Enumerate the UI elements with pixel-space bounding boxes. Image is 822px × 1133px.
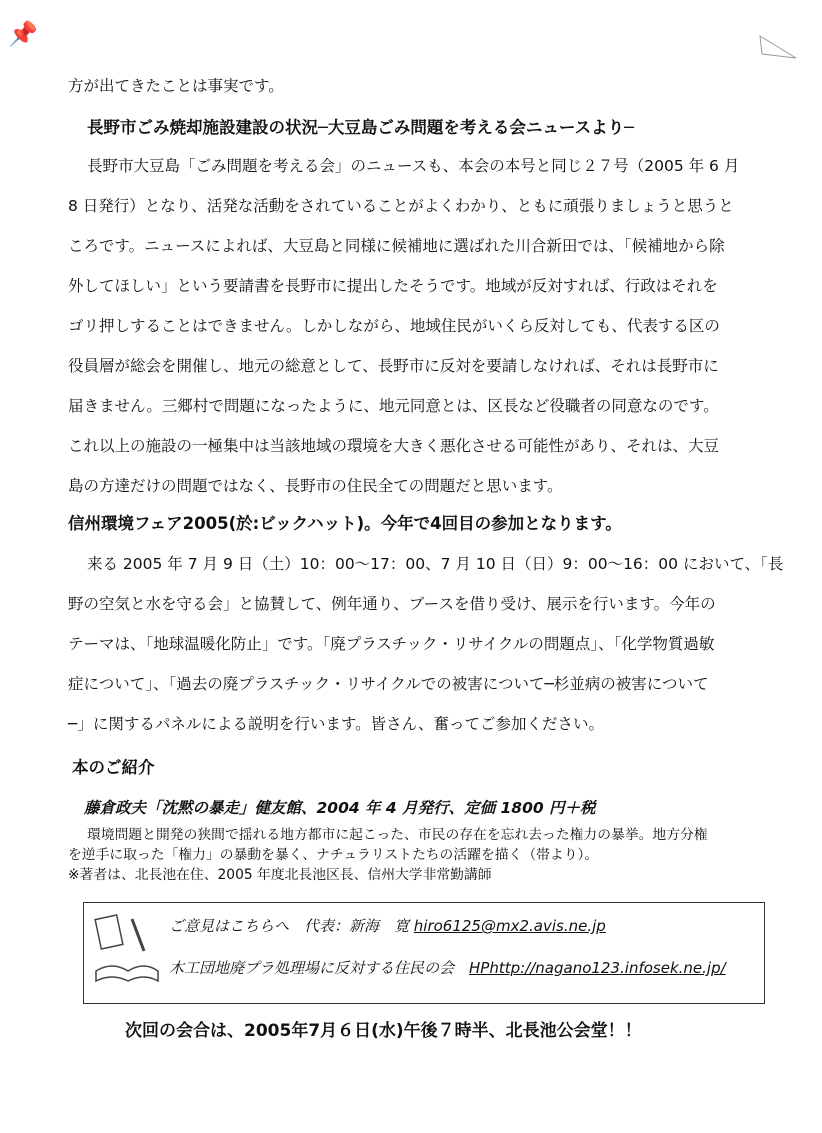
paragraph-line: 8 日発行）となり、活発な活動をされていることがよくわかり、ともに頑張りましょうと思うと — [68, 197, 734, 215]
contact-line — [169, 915, 606, 936]
section-heading-environment-fair: 信州環境フェア2005(於:ビックハット)。今年で4回目の参加となります。 — [68, 514, 622, 533]
homepage-link[interactable]: HPhttp://nagano123.infosek.ne.jp/ — [469, 959, 726, 977]
paragraph-line: これ以上の施設の一極集中は当該地域の環境を大きく悪化させる可能性があり、それは、大豆 — [68, 437, 720, 455]
paragraph-line: 届きません。三郷村で問題になったように、地元同意とは、区長など役職者の同意なのです。 — [68, 397, 719, 415]
paragraph-line: 島の方達だけの問題ではなく、長野市の住民全ての問題だと思います。 — [68, 477, 563, 495]
pushpin-icon: 📌 — [8, 20, 38, 48]
paragraph-line: 症について」、「過去の廃プラスチック・リサイクルでの被害について─杉並病の被害について — [68, 675, 709, 693]
continued-text-line: 方が出てきたことは事実です。 — [68, 77, 284, 95]
contact-box — [83, 902, 765, 1004]
paragraph-line: ─」に関するパネルによる説明を行います。皆さん、奮ってご参加ください。 — [68, 715, 605, 733]
paragraph-line: 役員層が総会を開催し、地元の総意として、長野市に反対を要請しなければ、それは長野市に — [68, 357, 719, 375]
book-description-line: 環境問題と開発の狭間で揺れる地方都市に起こった、市民の存在を忘れ去った権力の暴挙。地方分権 — [87, 827, 708, 843]
section-heading-book: 本のご紹介 — [72, 758, 155, 777]
paragraph-line: 長野市大豆島「ごみ問題を考える会」のニュースも、本会の本号と同じ２７号（2005 年 6 月 — [87, 157, 740, 175]
organization-label: 木工団地廃プラ処理場に反対する住民の会 — [169, 959, 470, 977]
books-and-pen-icon — [92, 911, 162, 991]
organization-line — [169, 957, 726, 978]
email-link[interactable]: hiro6125@mx2.avis.ne.jp — [413, 917, 606, 935]
next-meeting-notice: 次回の会合は、2005年7月６日(水)午後７時半、北長池公会堂！！ — [125, 1021, 642, 1041]
paragraph-line: ゴリ押しすることはできません。しかしながら、地域住民がいくら反対しても、代表する区の — [68, 317, 720, 335]
contact-label: ご意見はこちらへ 代表：新海 寛 — [169, 917, 414, 935]
book-description-line: を逆手に取った「権力」の暴動を暴く、ナチュラリストたちの活躍を描く（帯より）。 — [68, 847, 599, 863]
author-note: ※著者は、北長池在住、2005 年度北長池区長、信州大学非常勤講師 — [68, 867, 492, 883]
paragraph-line: テーマは、「地球温暖化防止」です。「廃プラスチック・リサイクルの問題点」、「化学物質過敏 — [68, 635, 715, 653]
paragraph-line: 外してほしい」という要請書を長野市に提出したそうです。地域が反対すれば、行政はそれを — [68, 277, 718, 295]
folded-corner-icon — [758, 34, 798, 60]
paragraph-line: ころです。ニュースによれば、大豆島と同様に候補地に選ばれた川合新田では、「候補地から除 — [68, 237, 725, 255]
book-title: 藤倉政夫「沈黙の暴走」健友館、2004 年 4 月発行、定価 1800 円＋税 — [84, 799, 596, 817]
paragraph-line: 来る 2005 年 7 月 9 日（土）10：00～17：00、7 月 10 日（日）9：00～16：00 において、「長 — [87, 555, 784, 573]
section-heading-incinerator: 長野市ごみ焼却施設建設の状況─大豆島ごみ問題を考える会ニュースより─ — [87, 118, 635, 137]
paragraph-line: 野の空気と水を守る会」と協賛して、例年通り、ブースを借り受け、展示を行います。今年の — [68, 595, 716, 613]
